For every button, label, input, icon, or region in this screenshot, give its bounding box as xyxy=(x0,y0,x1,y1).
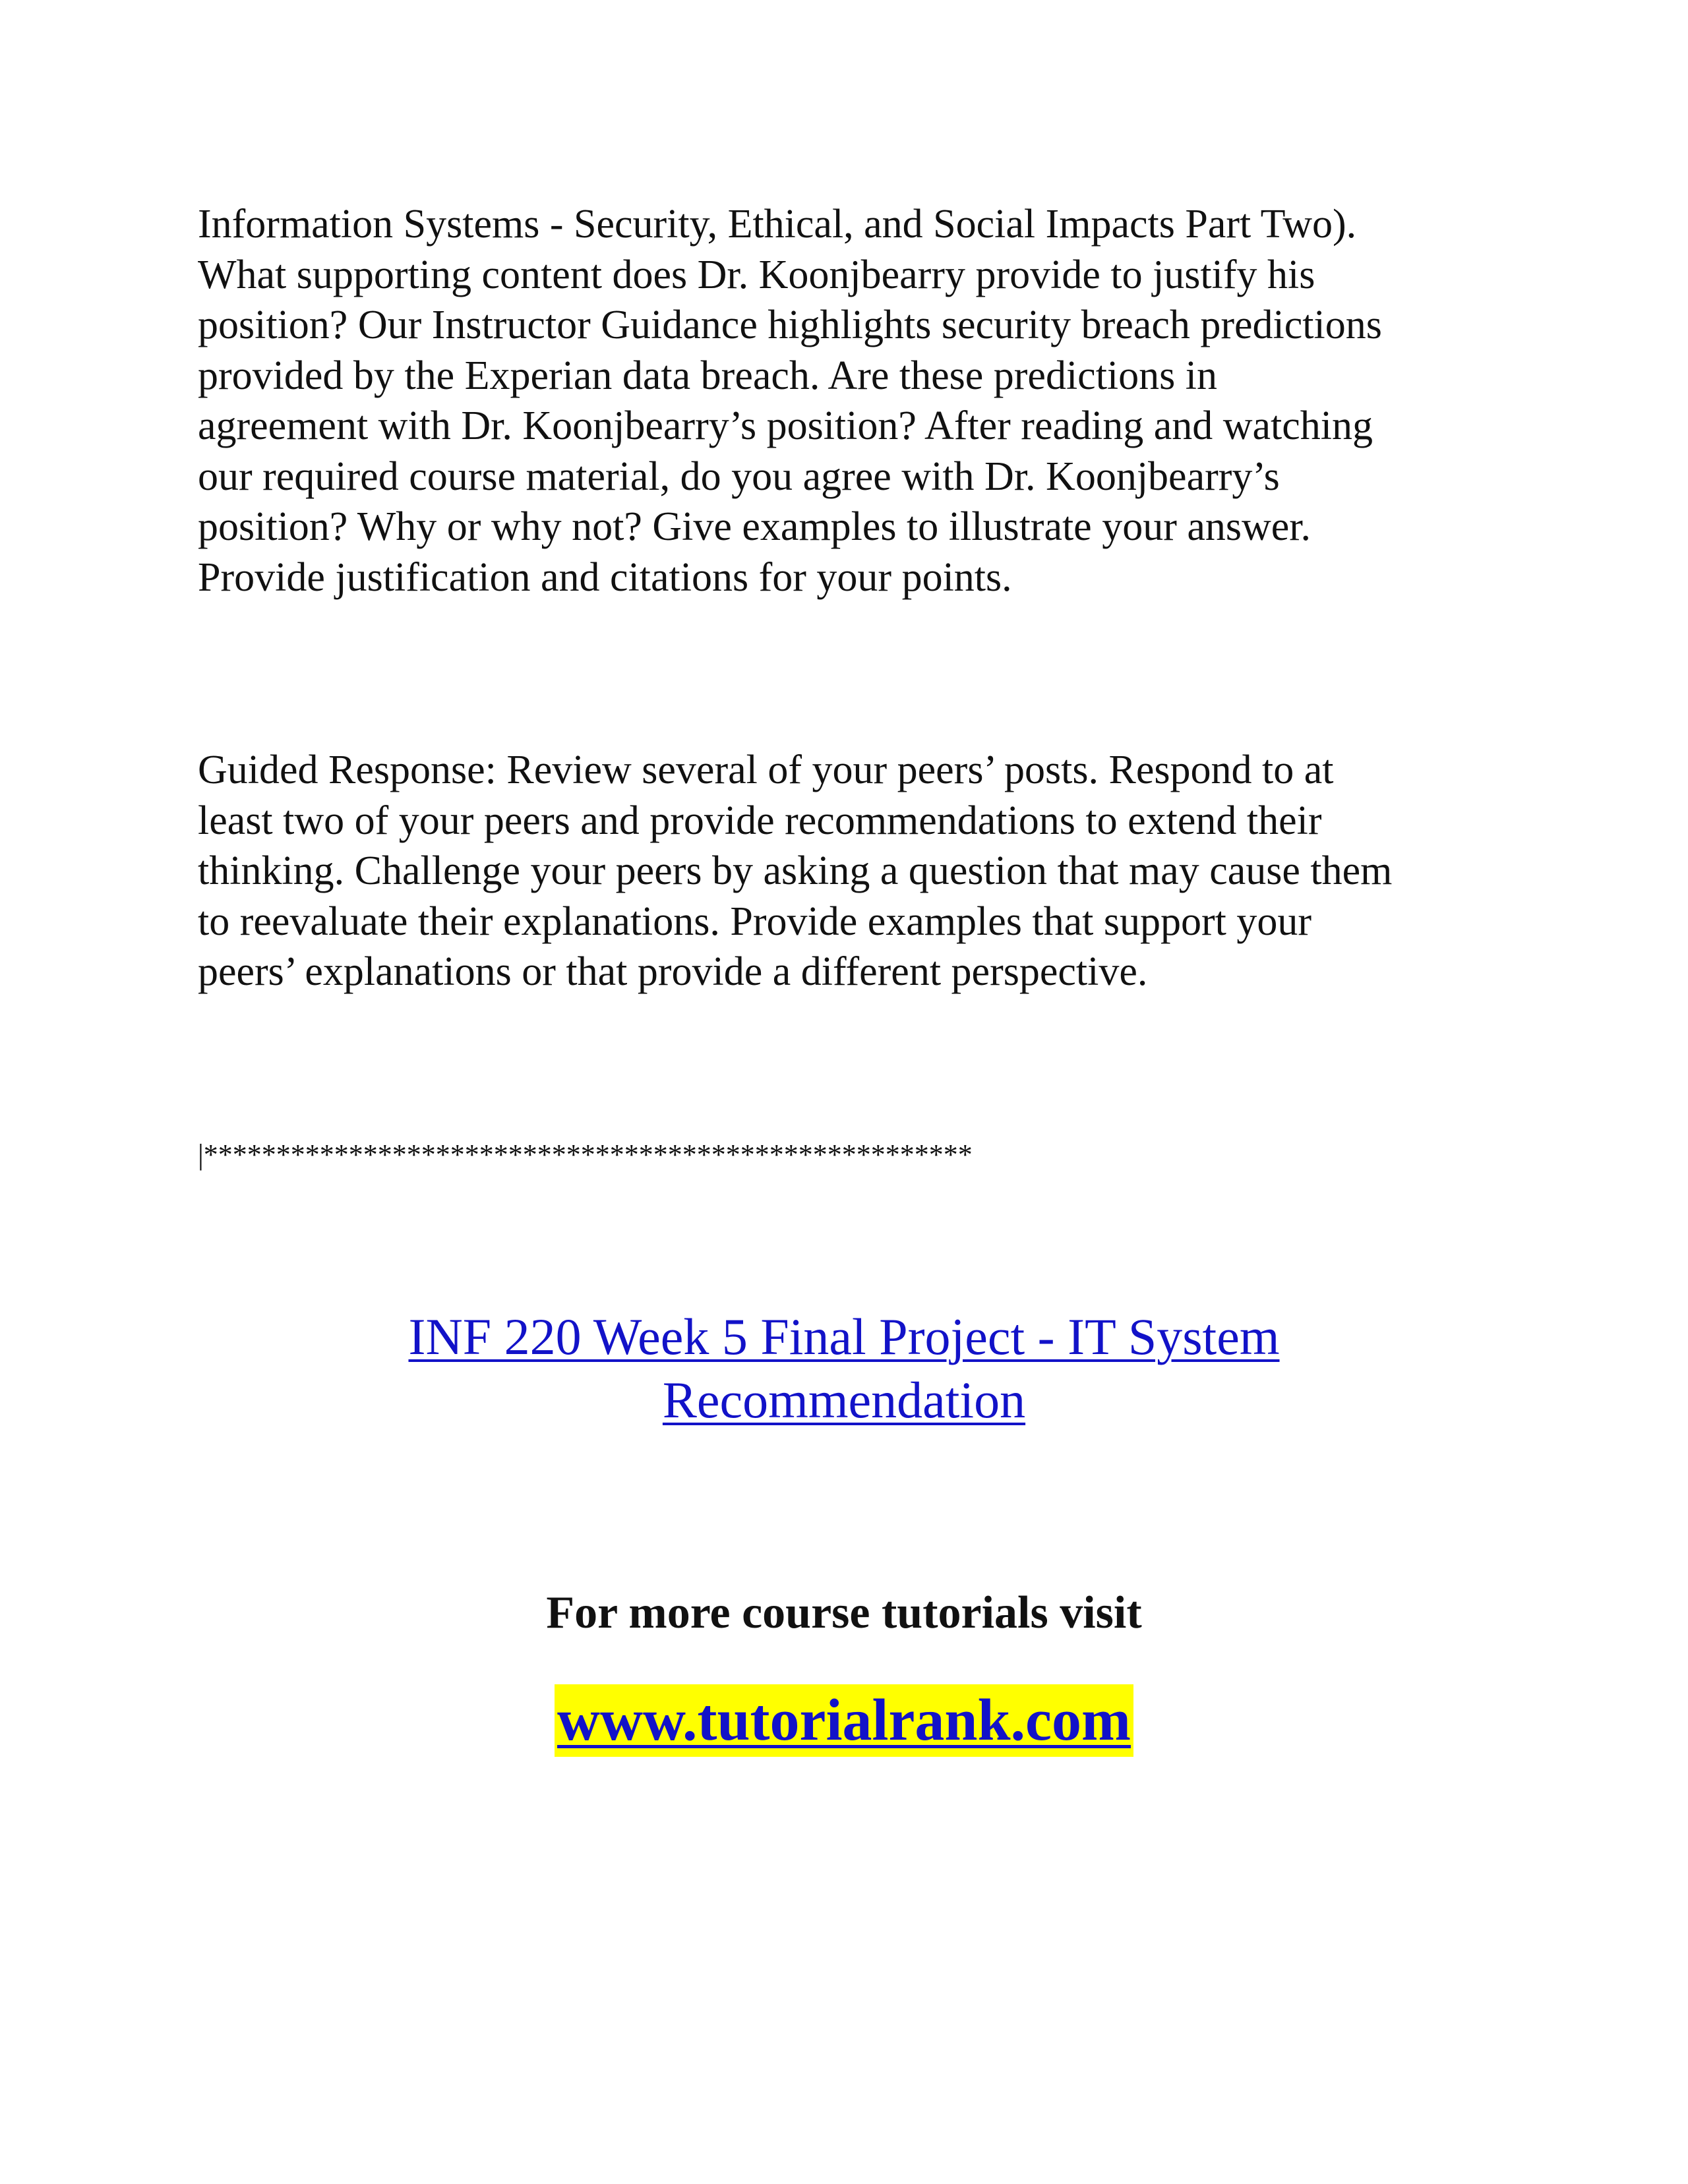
asterisk-separator: |***************************************************** xyxy=(198,1138,973,1171)
paragraph-line: position? Why or why not? Give examples to illustrate your answer. xyxy=(198,504,1311,549)
paragraph-line: Guided Response: Review several of your peers’ posts. Respond to at xyxy=(198,748,1334,792)
paragraph-line: to reevaluate their explanations. Provide examples that support your xyxy=(198,899,1312,944)
paragraph-line: provided by the Experian data breach. Are these predictions in xyxy=(198,353,1218,398)
paragraph-line: peers’ explanations or that provide a different perspective. xyxy=(198,949,1148,994)
final-project-link[interactable] xyxy=(0,1305,1688,1432)
paragraph-line: Information Systems - Security, Ethical, and Social Impacts Part Two). xyxy=(198,202,1357,247)
paragraph-line: our required course material, do you agree with Dr. Koonjbearry’s xyxy=(198,454,1280,499)
site-link-container xyxy=(0,1684,1688,1757)
guided-response-paragraph xyxy=(198,745,1517,997)
paragraph-line: thinking. Challenge your peers by asking a question that may cause them xyxy=(198,848,1393,893)
link-line[interactable]: Recommendation xyxy=(662,1371,1026,1429)
paragraph-line: least two of your peers and provide recommendations to extend their xyxy=(198,798,1322,843)
paragraph-line: position? Our Instructor Guidance highlights security breach predictions xyxy=(198,303,1382,347)
paragraph-line: Provide justification and citations for your points. xyxy=(198,554,1012,600)
paragraph-line: agreement with Dr. Koonjbearry’s position? After reading and watching xyxy=(198,403,1373,448)
paragraph-line: What supporting content does Dr. Koonjbearry provide to justify his xyxy=(198,252,1315,297)
question-paragraph xyxy=(198,199,1517,603)
link-line[interactable]: INF 220 Week 5 Final Project - IT System xyxy=(408,1308,1280,1365)
website-link[interactable]: www.tutorialrank.com xyxy=(555,1684,1133,1757)
more-tutorials-text: For more course tutorials visit xyxy=(546,1587,1142,1638)
